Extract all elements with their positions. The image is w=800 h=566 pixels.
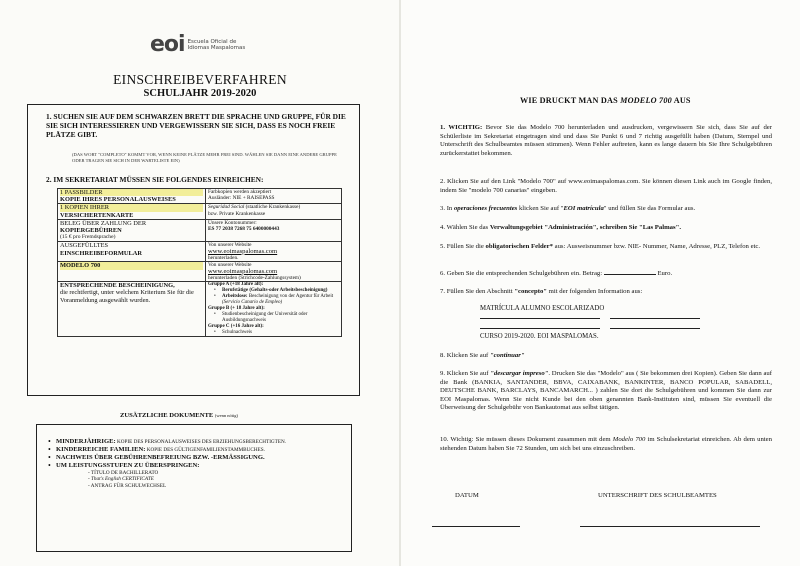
blank-line [480,318,600,319]
instruction-6 [440,269,772,279]
sub-item: - ANTRAG FÜR SCHULWECHSEL [88,482,167,489]
instruction-text: 5. Füllen Sie die [440,243,486,250]
date-line[interactable] [432,526,520,527]
cell-text: Seguridad Social [208,204,245,211]
item-text: KOPIE DES GÜLTIGENFAMILIENSTAMMBUCHES. [145,447,265,453]
instruction-text: Bevor Sie das Modelo 700 herunterladen und ausdrucken, vergewissern Sie sich, dass Sie auf der Schülerliste im Sekretariat eingetragen sind und dass Sie Punkt 6 und 7 richtig ausgefüllt haben (Datum, Stempel und Unterschrift des Schulbeamtes müssen stimmen). Wenn Fehler auftreten, kann es lange dauern bis Sie Ihre Schulgebühren zurückerstattet bekommen. [440,124,772,157]
table-row [58,242,342,262]
school-logo [150,34,248,56]
list-item [48,462,338,470]
cell-text: (Servicio Canario de Empleo) [222,300,283,306]
group-label: Gruppe A (+18 Jahre alt): [208,282,264,288]
cell-text: KOPIERGEBÜHREN [60,227,122,235]
title-part: MODELO 700 [620,96,672,105]
instruction-1 [440,124,772,158]
sub-item: - TÍTULO DE BACHILLERATO [88,470,159,476]
blank-line [610,328,700,329]
item-heading: NACHWEIS ÜBER GEBÜHRENBEFREIUNG BZW. -ERMÄSSIGUNG. [56,454,265,461]
cell-text: Arbeitslose: [222,294,248,300]
website-link[interactable]: www.eoimaspalomas.com [208,247,278,255]
instruction-2: 2. Klicken Sie auf den Link "Modelo 700" auf www.eoimaspalomas.com. Sie können diesen Link auch im Google finden, indem Sie "modelo 700 canarias" eingeben. [440,178,772,194]
step-1-note: (DAS WORT "COMPLETO" KOMMT VOR, WENN KEINE PLÄTZE MEHR FREI SIND. WÄHLEN SIE DANN EINE ANDERE GRUPPE ODER TRAGEN SIE SICH IN DER WARTELISTE EIN) [72,152,337,163]
table-cell [206,262,342,282]
logo-text: Escuela Oficial de Idiomas Maspalomas [187,38,246,51]
instruction-7 [440,288,772,297]
instruction-text: mit der folgenden Information aus: [547,288,643,295]
cell-text: BELEG ÜBER ZAHLUNG DER [60,219,147,227]
instruction-8 [440,352,772,361]
instruction-text: 7. Füllen Sie den Abschnitt [440,288,515,295]
page-title: EINSCHREIBEVERFAHREN [113,72,287,87]
cell-text: (staatliche Krankenkasse) [244,204,301,211]
table-row [58,189,342,204]
instruction-text: im Schulsekretariat einreichen. Ab dem unten stehenden Datum haben Sie 72 Stunden, um sich bei uns einzuschreiben. [440,436,772,452]
item-text: KOPIE DES PERSONALAUSWEISES DES ERZIEHUNGSBERECHTIGTEN. [115,439,287,445]
table-cell [58,242,206,262]
step-1: 1. SUCHEN SIE AUF DEM SCHWARZEN BRETT DIE SPRACHE UND GRUPPE, FÜR DIE SIE SICH INTERESSIEREN UND VERGEWISSERN SIE SICH, DASS ES NOCH FREIE PLÄTZE GIBT. [46,112,346,140]
cell-text: herunterladen (Strichcode-Zahlungssystem) [208,274,301,281]
website-link[interactable]: www.eoimaspalomas.com [208,267,278,275]
additional-documents-list [48,438,338,489]
table-row [58,204,342,219]
table-row [58,262,342,282]
cell-text: Schulnachweis [222,330,252,336]
table-cell [206,204,342,219]
date-label: DATUM [455,492,479,499]
list-item [48,454,338,462]
cell-text: die rechtfertigt, unter welchem Kriterium Sie für die Voranmeldung ausgewählt wurden. [60,289,194,304]
cell-text: VERSICHERTENKARTE [60,211,134,219]
cell-text: Studienbescheinigung der Universität oder Ausbildungsnachweis [222,312,308,324]
cell-text: Von unserer Website [208,242,252,249]
sub-item: - That's English CERTIFICATE [88,476,154,483]
table-cell [58,189,206,204]
cell-text: Bescheinigung von der Agentur für Arbeit [247,294,334,300]
group-label: Gruppe B (+ 18 Jahre alt): [208,306,265,312]
requirements-table [57,188,342,337]
cell-text: (15 € pro Fremdsprache) [60,234,116,241]
signature-line[interactable] [580,526,760,527]
table-cell [206,242,342,262]
table-cell [206,219,342,242]
cell-text: ENTSPRECHENDE BESCHEINIGUNG, [60,282,175,290]
cell-text: Berufstätige (Gehalts-oder Arbeitsbescheinigung) [222,288,328,294]
cell-text: bzw. Private Krankenkasse [208,210,266,217]
instruction-text: 4. Wählen Sie das [440,224,490,231]
instruction-text: 10. Wichtig: Sie müssen dieses Dokument zusammen mit dem [440,436,613,443]
instruction-text: Verwaltungsgebiet "Administración", schreiben Sie "Las Palmas". [489,224,681,231]
table-cell: Gruppe A (+18 Jahre alt): • Berufstätige (Gehalts-oder Arbeitsbescheinigung) • Arbeitslose: Bescheinigung von der Agentur für Arbeit (Servicio Canario de Empleo) Gruppe B (+ 18 Jahre alt): • Studienbescheinigung der Universität oder Ausbildungsnachweis Gruppe C (+16 Jahre alt): • Schulnachweis [206,282,342,337]
additional-title-text: ZUSÄTZLICHE DOKUMENTE [120,412,214,419]
instruction-label: 1. WICHTIG: [440,124,483,131]
instruction-text: EOI matrícula [563,205,604,212]
instruction-10 [440,436,772,453]
instruction-text: obligatorischen Felder* [485,243,553,250]
cell-text: herunterladen. [208,255,239,262]
instruction-text: "concepto" [514,288,547,295]
title-part: AUS [671,96,691,105]
instruction-text: 9. Klicken Sie auf [440,370,491,377]
instruction-text: "descargar impreso" [490,370,549,377]
step-2: 2. IM SEKRETARIAT MÜSSEN SIE FOLGENDES EINREICHEN: [46,175,264,184]
instruction-text: Modelo 700 [612,436,646,443]
cell-text: Farbkopien werden akzeptiert [208,189,272,195]
instruction-text: operaciones frecuentes [453,205,518,212]
cell-text: 1 PASSBILDER [60,189,203,196]
cell-text: Ausländer: NIE + RAISEPASS [208,195,275,202]
instruction-text: aus: Ausweisnummer bzw. NIE- Nummer, Name, Adresse, PLZ, Telefon etc. [552,243,761,250]
instruction-3 [440,205,772,214]
instruction-9 [440,370,772,413]
table-cell [206,189,342,204]
blank-line [610,318,700,319]
official-signature-label: UNTERSCHRIFT DES SCHULBEAMTES [598,492,717,499]
instruction-text: Euro. [655,270,673,277]
cell-text: KOPIE IHRES PERSONALAUSWEISES [60,196,176,204]
title-part: WIE DRUCKT MAN DAS [520,96,621,105]
instruction-text: 6. Geben Sie die entsprechenden Schulgebühren ein. Betrag: [440,270,603,277]
right-page [400,0,800,566]
item-heading: MINDERJÄHRIGE: [56,438,116,445]
instruction-text: 3. In [440,205,454,212]
instruction-4 [440,224,772,233]
account-number: ES 77 2038 7268 75 6400000443 [208,226,280,233]
amount-field[interactable] [604,269,656,275]
instruction-text: . Drucken Sie das "Modelo" aus ( Sie bekommen drei Kopien). Geben Sie dann auf die Bank (BANKIA, SANTANDER, BBVA, CAIXABANK, BANKINTER, BANCO POPULAR, SABADELL, DEUTSCHE BANK, BARCLAYS, BANCAMARCH... ) zahlen Sie dort die Schulgebühren und kommen Sie dann zur EOI Maspalomas. Wenn Sie nicht Kunde bei den oben genannten Bank-Instituten sind, müssen Sie eventuell die Überweisung der Schulgebühr von Bankautomat aus selbst tätigen. [440,370,772,412]
table-cell [58,219,206,242]
concepto-line-1: MATRÍCULA ALUMNO ESCOLARIZADO [480,305,605,312]
logo-mark: eoi [150,32,185,57]
additional-documents-title [120,412,238,419]
instruction-text: "continuar" [489,352,525,359]
cell-text: AUSGEFÜLLTES [60,242,109,250]
cell-text: MODELO 700 [60,262,101,270]
cell-text: EINSCHREIBEFORMULAR [60,249,143,257]
table-cell [58,282,206,337]
group-label: Gruppe C (+16 Jahre alt): [208,324,264,330]
table-cell [58,204,206,219]
cell-text: 1 KOPIEN IHRER [60,204,203,211]
instruction-text: " und füllen Sie das Formular aus. [603,205,696,212]
page-subtitle: SCHULJAHR 2019-2020 [143,88,257,99]
instruction-text: 8. Klicken Sie auf [440,352,490,359]
list-item [48,446,338,454]
cell-text: Unsere Kontonummer: [208,219,257,226]
concepto-line-2: CURSO 2019-2020. EOI MASPALOMAS. [480,333,599,340]
item-heading: KINDERREICHE FAMILIEN: [56,446,146,453]
table-cell [58,262,206,282]
instruction-5 [440,243,772,252]
cell-text: Von unserer Website [208,262,252,269]
table-row [58,282,342,337]
instruction-text: klicken Sie auf " [517,205,564,212]
additional-title-note: (wenn nötig) [214,413,239,418]
blank-line [480,328,600,329]
table-row [58,219,342,242]
list-item [48,438,338,446]
right-title [520,96,691,105]
item-heading: UM LEISTUNGSSTUFEN ZU ÜBERSPRINGEN: [56,462,200,469]
